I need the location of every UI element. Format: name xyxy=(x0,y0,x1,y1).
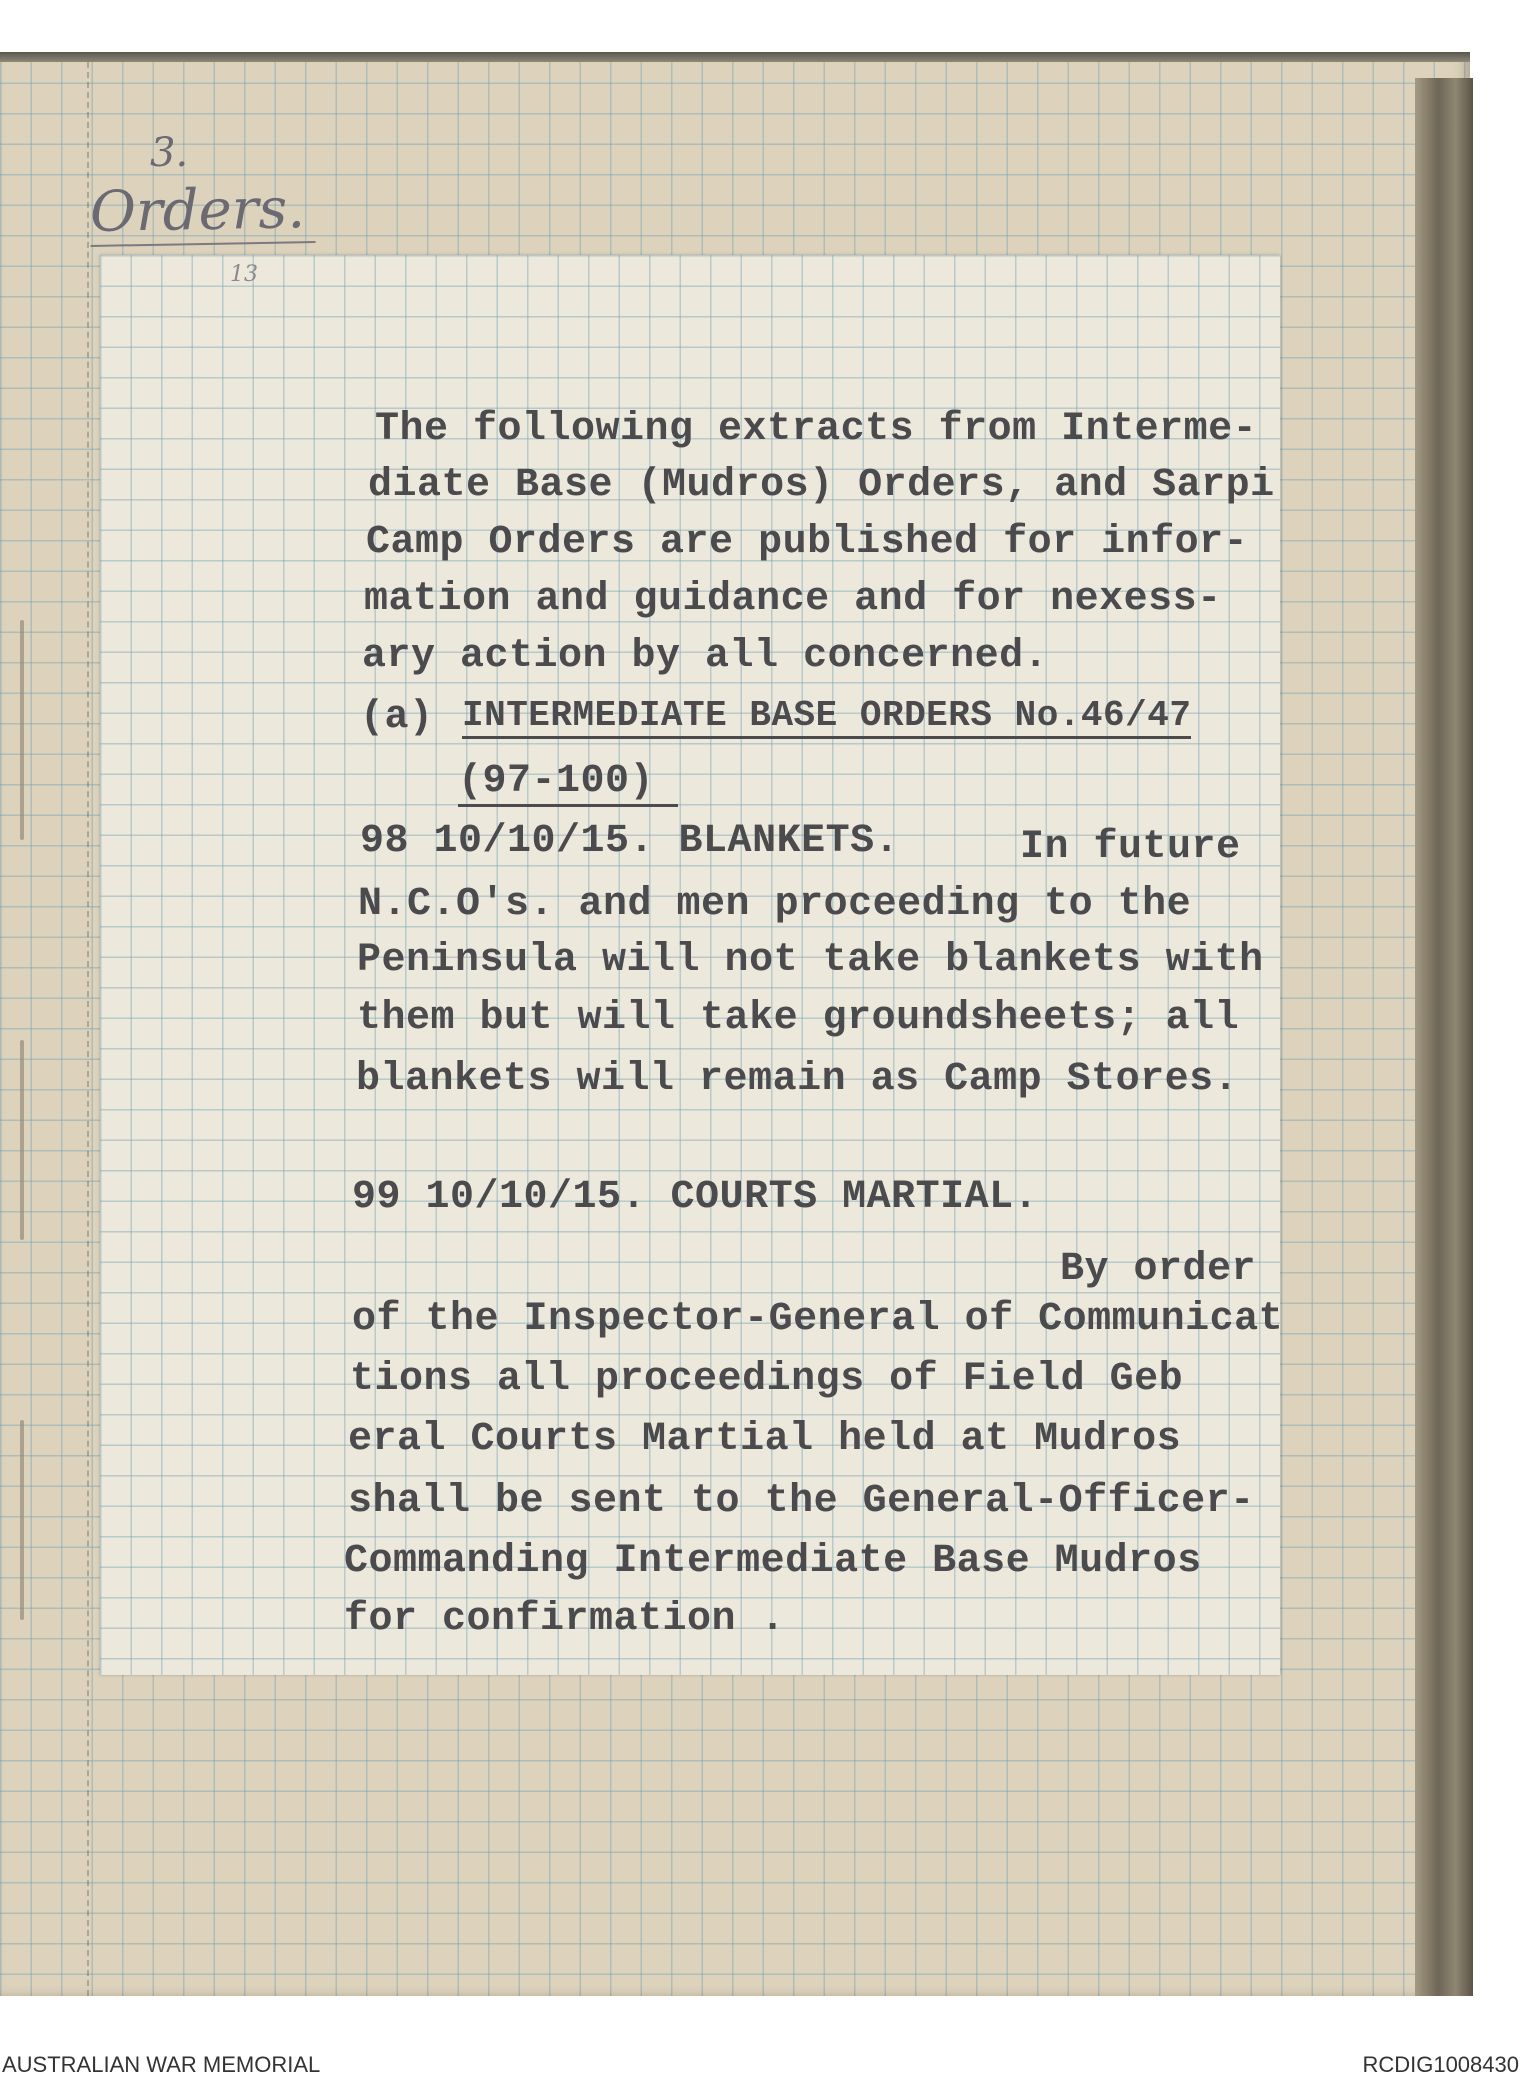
archive-credit: AUSTRALIAN WAR MEMORIAL xyxy=(2,2052,321,2077)
binding-stitch xyxy=(20,620,24,840)
order-98-line-2: Peninsula will not take blankets with xyxy=(357,938,1264,983)
notebook-top-edge xyxy=(0,52,1470,62)
section-a-prefix: (a) xyxy=(360,695,434,740)
order-99-line-1: of the Inspector-General of Communicat xyxy=(352,1297,1284,1342)
section-a-title: INTERMEDIATE BASE ORDERS No.46/47 xyxy=(462,698,1191,739)
order-98-line-1: N.C.O's. and men proceeding to the xyxy=(358,882,1192,927)
handwritten-heading: Orders. xyxy=(89,176,315,247)
order-98-line-4: blankets will remain as Camp Stores. xyxy=(356,1057,1239,1102)
archive-identifier: RCDIG1008430 xyxy=(1362,2052,1519,2077)
handwritten-page-number: 3. xyxy=(150,130,189,176)
order-99-line-3: eral Courts Martial held at Mudros xyxy=(348,1417,1182,1462)
binding-stitch xyxy=(20,1420,24,1620)
intro-line-1: The following extracts from Interme- xyxy=(375,407,1258,452)
intro-line-3: Camp Orders are published for infor- xyxy=(366,520,1249,565)
order-99-line-6: for confirmation . xyxy=(344,1597,786,1642)
order-99-line-5: Commanding Intermediate Base Mudros xyxy=(344,1539,1202,1584)
section-a-range: (97-100) xyxy=(458,762,678,807)
sheet-corner-mark: 13 xyxy=(230,262,258,287)
order-99-header: 99 10/10/15. COURTS MARTIAL. xyxy=(352,1175,1039,1220)
margin-line xyxy=(87,62,89,1996)
order-99-line-4: shall be sent to the General-Officer- xyxy=(348,1479,1255,1524)
order-98-line-3: them but will take groundsheets; all xyxy=(357,996,1240,1041)
notebook-page-edges xyxy=(1415,78,1473,1996)
order-98-first-words: In future xyxy=(1020,825,1241,870)
binding-stitch xyxy=(20,1040,24,1240)
intro-line-4: mation and guidance and for nexess- xyxy=(364,577,1222,622)
order-99-first-words: By order xyxy=(1060,1247,1257,1292)
order-98-header: 98 10/10/15. BLANKETS. xyxy=(360,819,900,864)
order-99-line-2: tions all proceedings of Field Geb xyxy=(350,1357,1184,1402)
intro-line-2: diate Base (Mudros) Orders, and Sarpi xyxy=(368,463,1275,508)
intro-line-5: ary action by all concerned. xyxy=(362,634,1049,679)
